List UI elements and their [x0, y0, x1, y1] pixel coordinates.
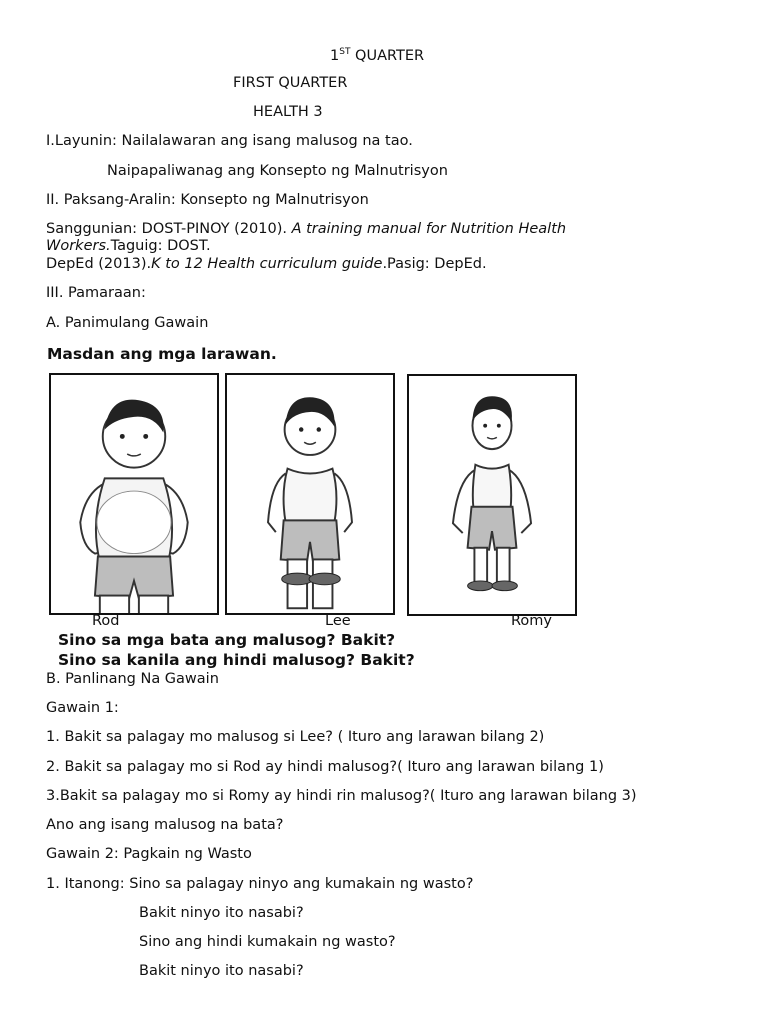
section-a-heading: A. Panimulang Gawain: [46, 315, 209, 331]
first-quarter-title: FIRST QUARTER: [233, 75, 348, 91]
objective-line-2: Naipapaliwanag ang Konsepto ng Malnutrisyon: [107, 163, 448, 179]
reference-1-title-end: Workers.: [46, 238, 111, 254]
topic-line: II. Paksang-Aralin: Konsepto ng Malnutrisyon: [46, 192, 369, 208]
picture-romy: [407, 374, 577, 616]
quarter-number: 1: [330, 48, 340, 64]
procedure-heading: III. Pamaraan:: [46, 285, 146, 301]
activity-1-item: 2. Bakit sa palagay mo si Rod ay hindi malusog?( Ituro ang larawan bilang 1): [46, 759, 604, 775]
quarter-superscript: ST: [339, 47, 351, 57]
reference-2-prefix: DepEd (2013).: [46, 256, 152, 272]
section-b-heading: B. Panlinang Na Gawain: [46, 671, 219, 687]
activity-2-subquestion: Bakit ninyo ito nasabi?: [139, 905, 304, 921]
activity-2-item-1: 1. Itanong: Sino sa palagay ninyo ang kumakain ng wasto?: [46, 876, 474, 892]
question-1: Sino sa mga bata ang malusog? Bakit?: [58, 631, 396, 649]
label-rod: Rod: [92, 613, 120, 629]
reference-2: [46, 256, 487, 273]
quarter-word: QUARTER: [350, 48, 425, 64]
activity-1-closing: Ano ang isang malusog na bata?: [46, 817, 284, 833]
label-lee: Lee: [325, 613, 351, 629]
reference-1-prefix: Sanggunian: DOST-PINOY (2010).: [46, 221, 292, 237]
reference-2-suffix: .Pasig: DepEd.: [382, 256, 487, 272]
activity-2-title: Gawain 2: Pagkain ng Wasto: [46, 846, 252, 862]
activity-2-subquestion: Sino ang hindi kumakain ng wasto?: [139, 934, 396, 950]
activity-1-item: 3.Bakit sa palagay mo si Romy ay hindi rin malusog?( Ituro ang larawan bilang 3): [46, 788, 637, 804]
objective-line-1: I.Layunin: Nailalawaran ang isang malusog na tao.: [46, 133, 413, 149]
subject-title: HEALTH 3: [253, 104, 323, 120]
heavy-child-illustration: [51, 375, 217, 613]
reference-2-title: K to 12 Health curriculum guide: [151, 256, 383, 272]
picture-rod: [49, 373, 219, 615]
observe-instruction: Masdan ang mga larawan.: [47, 345, 277, 363]
quarter-heading: [330, 44, 424, 65]
reference-1-title: A training manual for Nutrition Health: [291, 221, 567, 237]
thin-child-illustration: [409, 376, 575, 614]
healthy-child-illustration: [227, 375, 393, 613]
activity-1-title: Gawain 1:: [46, 700, 119, 716]
activity-1-item: 1. Bakit sa palagay mo malusog si Lee? ( Ituro ang larawan bilang 2): [46, 729, 545, 745]
question-2: Sino sa kanila ang hindi malusog? Bakit?: [58, 651, 415, 669]
picture-lee: [225, 373, 395, 615]
label-romy: Romy: [511, 613, 553, 629]
reference-1-line-1: [46, 221, 566, 238]
activity-2-subquestion: Bakit ninyo ito nasabi?: [139, 963, 304, 979]
reference-1-line-2: [46, 238, 211, 255]
reference-1-suffix: Taguig: DOST.: [110, 238, 211, 254]
